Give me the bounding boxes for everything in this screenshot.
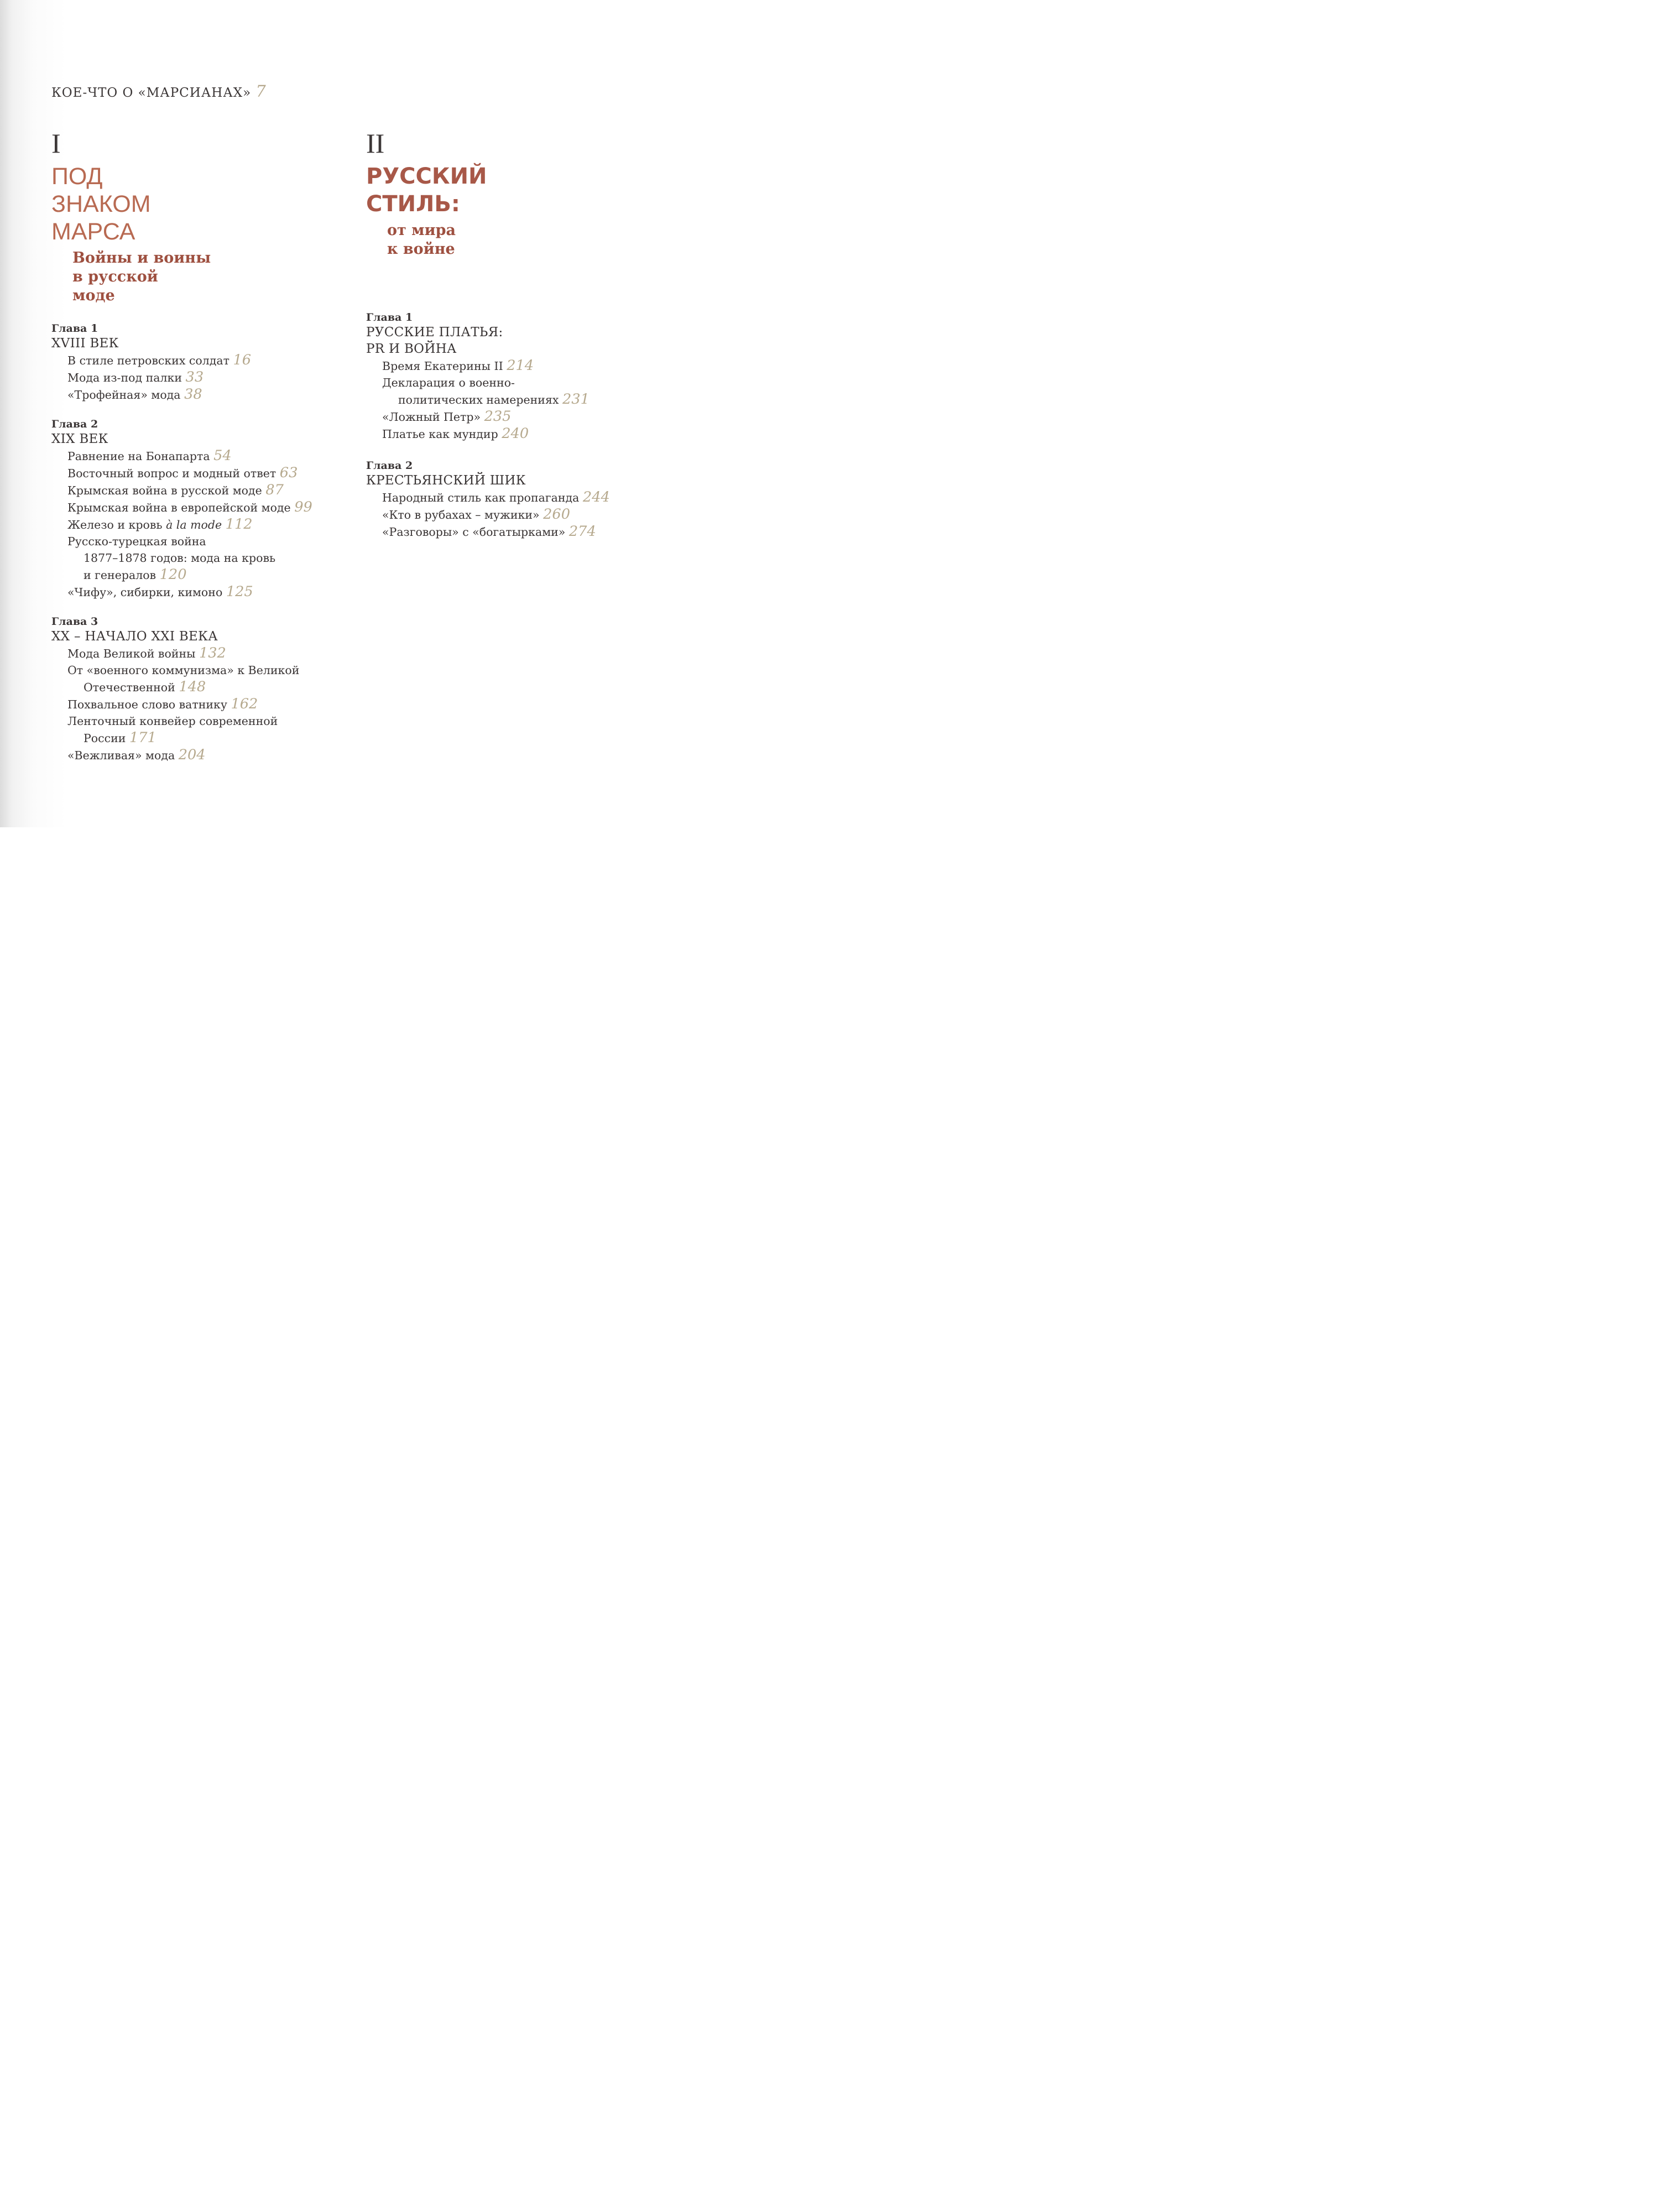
intro-title: КОЕ-ЧТО О «МАРСИАНАХ» [51,86,252,100]
chapter-title: XX – НАЧАЛО XXI ВЕКА [51,629,218,644]
entry-title-continued: Отечественной [84,681,175,694]
chapter-label: Глава 1 [51,322,98,335]
entry-page-number: 63 [279,465,298,481]
entry-title: Железо и кровь [67,518,163,531]
entry-page-number: 125 [226,583,253,600]
entry-title-continued-end [84,566,339,583]
part-title-line: ЗНАКОМ [51,191,151,217]
entry-title-continued: и генералов [84,568,156,582]
entry-page-number: 87 [265,482,284,498]
entry-page-number: 38 [184,386,202,403]
toc-entry[interactable] [67,696,339,713]
entry-page-number: 240 [502,425,529,442]
entry-page-number: 112 [225,516,253,533]
part-numeral: I [51,128,61,159]
part-subtitle-line: от мира [387,222,456,239]
entry-page-number: 54 [213,447,232,464]
entry-title: От «военного коммунизма» к Великой [67,664,300,677]
entry-page-number: 99 [294,499,312,515]
entry-title: Крымская война в русской моде [67,484,262,497]
chapter-label: Глава 2 [51,418,98,430]
toc-entry[interactable] [382,357,632,374]
toc-entry[interactable] [67,662,339,696]
entry-title-continued-end [84,679,339,696]
entry-title-continued: политических намерениях [398,393,559,406]
entry-title: Ленточный конвейер современной [67,714,278,728]
chapter [366,459,632,540]
chapter [51,322,339,403]
entry-page-number: 132 [199,645,226,661]
chapter [51,615,339,764]
toc-entry[interactable] [67,713,339,747]
entry-page-number: 148 [179,679,206,695]
entry-title: «Чифу», сибирки, кимоно [67,586,223,599]
entry-page-number: 260 [543,506,571,523]
entry-title-continued: России [84,732,126,745]
entry-page-number: 231 [562,391,589,408]
part-subtitle [387,221,632,259]
entry-page-number: 244 [582,489,610,505]
part-title [366,163,632,218]
chapter [366,311,632,442]
toc-entry[interactable] [67,386,339,403]
entry-page-number: 214 [507,357,534,374]
part-subtitle [72,249,339,305]
entry-title: Русско-турецкая война [67,535,206,548]
entry-title: «Ложный Петр» [382,410,481,424]
toc-entry[interactable] [382,374,632,408]
part-subtitle-line: моде [72,287,115,304]
chapter-title: PR И ВОЙНА [366,342,457,356]
chapter-label: Глава 3 [51,615,98,628]
entry-title: «Вежливая» мода [67,749,175,762]
toc-entry[interactable] [382,489,632,506]
entry-title: Народный стиль как пропаганда [382,491,580,504]
toc-entry[interactable] [67,516,339,533]
intro-page-number: 7 [255,82,266,101]
entry-page-number: 235 [484,408,512,425]
entry-title: Похвальное слово ватнику [67,698,227,711]
toc-entry[interactable] [382,506,632,523]
part-title-line: ПОД [51,163,103,190]
toc-entry[interactable] [382,425,632,442]
toc-entry[interactable] [67,533,339,583]
book-page [0,0,650,867]
entry-title: В стиле петровских солдат [67,354,229,367]
entry-title: Платье как мундир [382,427,498,441]
toc-entry[interactable] [67,499,339,516]
part-title-line: МАРСА [51,218,135,245]
chapter-title: КРЕСТЬЯНСКИЙ ШИК [366,473,526,488]
toc-entry[interactable] [67,465,339,482]
part-title-line: РУССКИЙ [366,164,487,189]
entry-title: Восточный вопрос и модный ответ [67,467,276,480]
entry-title: «Трофейная» мода [67,388,181,401]
toc-entry[interactable] [67,447,339,465]
entry-title-continued: 1877–1878 годов: мода на кровь [84,551,276,565]
chapter-label: Глава 1 [366,311,413,324]
entry-title: «Разговоры» с «богатырками» [382,525,566,539]
chapter-title: XVIII ВЕК [51,336,119,351]
entry-page-number: 171 [129,729,156,746]
part-title-line: СТИЛЬ: [366,191,460,217]
chapter [51,418,339,601]
entry-title-italic: à la mode [166,518,222,531]
toc-entry[interactable] [382,523,632,540]
toc-entry[interactable] [67,482,339,499]
chapter-label: Глава 2 [366,460,413,472]
entry-page-number: 274 [568,523,596,540]
part-subtitle-line: в русской [72,268,158,285]
entry-page-number: 16 [233,352,252,368]
entry-title: Крымская война в европейской моде [67,501,291,514]
entry-title: Время Екатерины II [382,359,503,373]
entry-page-number: 120 [159,566,187,583]
part-numeral: II [366,128,385,159]
toc-entry[interactable] [67,645,339,662]
entry-title: Мода из-под палки [67,371,182,384]
entry-title: Равнение на Бонапарта [67,450,210,463]
entry-page-number: 204 [178,747,206,763]
part-one-column [51,128,339,764]
toc-entry[interactable] [67,369,339,386]
part-title [51,163,339,246]
part-subtitle-line: Войны и воины [72,249,211,267]
entry-title-continued-end [84,729,339,747]
toc-entry[interactable] [67,747,339,764]
chapter-title: РУССКИЕ ПЛАТЬЯ: [366,325,503,340]
chapter-title: XIX ВЕК [51,432,108,446]
entry-page-number: 33 [185,369,204,385]
toc-entry[interactable] [67,352,339,369]
intro-entry[interactable] [51,82,266,101]
entry-title-continued-end [398,391,632,408]
entry-title: Мода Великой войны [67,647,196,660]
toc-entry[interactable] [382,408,632,425]
entry-title: «Кто в рубахах – мужики» [382,508,540,521]
part-two-column [366,128,632,540]
entry-page-number: 162 [231,696,258,712]
toc-entry[interactable] [67,583,339,601]
part-subtitle-line: к войне [387,241,455,258]
entry-title: Декларация о военно- [382,376,515,389]
